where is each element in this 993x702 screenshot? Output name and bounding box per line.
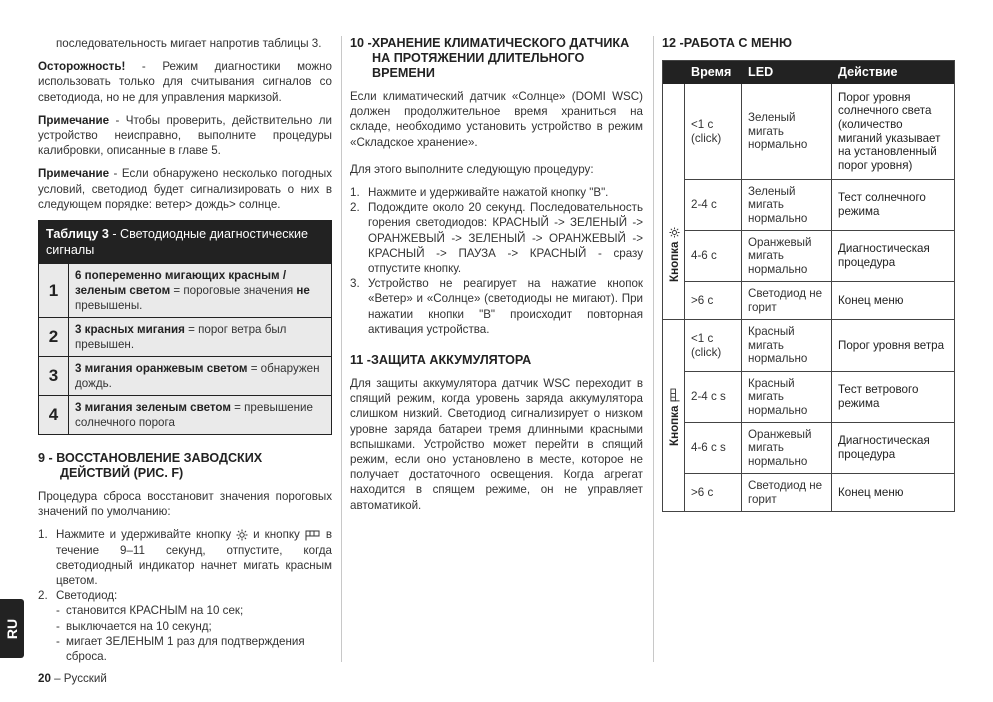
column-divider <box>653 36 654 662</box>
header-action: Действие <box>838 64 898 79</box>
column-middle <box>350 36 643 513</box>
cell-time: 2-4 с s <box>685 372 742 422</box>
cell-led: Зеленый мигать нормально <box>742 180 832 230</box>
cell-led: Светодиод не горит <box>742 282 832 319</box>
footer-language: – Русский <box>50 672 107 685</box>
section-title: 12 -РАБОТА С МЕНЮ <box>662 36 792 50</box>
group-label <box>663 320 685 511</box>
table-row <box>685 84 954 179</box>
cell-time: 4-6 с <box>685 231 742 281</box>
list-item: 3. Устройство не реагирует на нажатие кнопок «Ветер» и «Солнце» (светодиоды не мигают). При нажатии кнопки "В" происходит повторная активация устройства. <box>350 277 643 336</box>
menu-table <box>662 60 955 512</box>
cell-time: <1 с (click) <box>685 84 742 179</box>
section-title: 9 - ВОССТАНОВЛЕНИЕ ЗАВОДСКИХ ДЕЙСТВИЙ (РИС. F) <box>38 451 263 481</box>
row-text: 3 красных мигания = порог ветра был превышен. <box>75 323 287 352</box>
paragraph: Процедура сброса восстановит значения пороговых значений по умолчанию: <box>38 490 332 519</box>
note-paragraph: Примечание - Чтобы проверить, действительно ли устройство неисправно, выполните процедуры калибровки, описанные в главе 5. <box>38 113 332 158</box>
cell-action: Диагностическая процедура <box>838 434 930 461</box>
table-row <box>685 422 954 473</box>
group-label <box>663 84 685 319</box>
sun-icon <box>236 529 248 541</box>
cell-action: Тест солнечного режима <box>838 191 926 218</box>
row-number: 2 <box>39 318 69 356</box>
page-footer <box>38 672 107 685</box>
cell-action: Порог уровня солнечного света (количество миганий указывает на установленный порог уровня) <box>838 90 941 172</box>
paragraph: Для защиты аккумулятора датчик WSC переходит в спящий режим, когда уровень заряда аккумулятора слишком низкий. Светодиод сигнализирует о низком уровне заряда батареи тремя длинными красными вспышками. Устройство может перейти в спящий режим, если оно установлено в месте, которое не получает достаточного освещения. Когда агрегат находится в спящем режиме, он не управляет автоматикой. <box>350 377 643 512</box>
language-tab <box>0 599 24 658</box>
cell-time: >6 с <box>685 474 742 511</box>
table-row <box>39 356 331 395</box>
row-text: 6 попеременно мигающих красным / зеленым светом = пороговые значения не превышены. <box>75 269 310 313</box>
table-header: Таблицу 3 - Светодиодные диагностические сигналы <box>39 221 331 263</box>
cell-led: Зеленый мигать нормально <box>742 84 832 179</box>
row-number: 4 <box>39 396 69 434</box>
paragraph: Для этого выполните следующую процедуру: <box>350 162 594 176</box>
row-number: 1 <box>39 264 69 317</box>
list-item: 1. Нажмите и удерживайте нажатой кнопку "В". <box>350 186 609 200</box>
sub-list <box>38 603 332 664</box>
row-text: 3 мигания оранжевым светом = обнаружен дождь. <box>75 362 320 391</box>
sun-button-group <box>663 84 954 319</box>
page-number: 20 <box>38 672 51 685</box>
cell-time: 4-6 с s <box>685 423 742 473</box>
section-title: 10 -ХРАНЕНИЕ КЛИМАТИЧЕСКОГО ДАТЧИКА НА ПРОТЯЖЕНИИ ДЛИТЕЛЬНОГО ВРЕМЕНИ <box>350 36 630 80</box>
table-row <box>685 371 954 422</box>
table-header <box>663 61 954 84</box>
cell-led: Оранжевый мигать нормально <box>742 423 832 473</box>
table-row <box>39 263 331 317</box>
sun-icon <box>669 227 680 238</box>
list-item: 2. Подождите около 20 секунд. Последовательность горения светодиодов: КРАСНЫЙ -> ЗЕЛЕНЫЙ -> ОРАНЖЕВЫЙ -> ЗЕЛЕНЫЙ -> ОРАНЖЕВЫЙ -> КРАСНЫЙ -> ПАУЗА -> КРАСНЫЙ - сразу отпустите кнопку. <box>350 201 643 276</box>
cell-action: Тест ветрового режима <box>838 383 919 410</box>
column-right <box>662 36 955 512</box>
table-row <box>685 320 954 371</box>
cell-action: Конец меню <box>838 485 904 499</box>
cell-action: Порог уровня ветра <box>838 338 945 352</box>
row-text: 3 мигания зеленым светом = превышение солнечного порога <box>75 401 313 430</box>
paragraph: последовательность мигает напротив таблицы 3. <box>56 37 322 50</box>
cell-time: >6 с <box>685 282 742 319</box>
paragraph: Если климатический датчик «Солнце» (DOMI WSC) должен продолжительное время храниться на складе, необходимо установить устройство в режим «Складское хранение». <box>350 90 643 149</box>
list-item: - становится КРАСНЫМ на 10 сек; <box>56 603 332 618</box>
caution-paragraph: Осторожность! - Режим диагностики можно использовать только для считывания сигналов со светодиода, но не для управления маркизой. <box>38 60 332 104</box>
column-left <box>38 36 332 664</box>
row-number: 3 <box>39 357 69 395</box>
table-row <box>685 473 954 511</box>
table-row <box>39 395 331 434</box>
language-tab-label: RU <box>4 618 20 639</box>
diagnostic-table <box>38 220 332 435</box>
table-row <box>39 317 331 356</box>
cell-action: Конец меню <box>838 293 904 307</box>
list-item: 2. Светодиод: <box>38 589 118 603</box>
table-row <box>685 281 954 319</box>
header-time: Время <box>691 64 732 79</box>
list-item: 1. Нажмите и удерживайте кнопку и кнопку в течение 9–11 секунд, отпустите, когда светодиодный индикатор начнет мигать красным цветом. <box>38 528 332 588</box>
wind-button-group <box>663 319 954 511</box>
section-title: 11 -ЗАЩИТА АККУМУЛЯТОРА <box>350 353 532 368</box>
list-item: - мигает ЗЕЛЕНЫМ 1 раз для подтверждения сброса. <box>56 634 332 664</box>
group-label-text: Кнопка <box>667 241 681 282</box>
cell-time: 2-4 с <box>685 180 742 230</box>
note-paragraph: Примечание - Если обнаружено несколько погодных условий, светодиод будет сигнализировать о них в следующем порядке: ветер> дождь> солнце. <box>38 167 332 211</box>
table-row <box>685 179 954 230</box>
cell-led: Оранжевый мигать нормально <box>742 231 832 281</box>
column-divider <box>341 36 342 662</box>
cell-led: Красный мигать нормально <box>742 372 832 422</box>
wind-icon <box>669 387 679 402</box>
cell-led: Красный мигать нормально <box>742 320 832 371</box>
steps-list <box>350 185 643 337</box>
steps-list <box>38 527 332 603</box>
cell-time: <1 с (click) <box>685 320 742 371</box>
group-label-text: Кнопка <box>667 405 681 446</box>
table-row <box>685 230 954 281</box>
wind-icon <box>305 530 321 541</box>
header-led: LED <box>748 64 774 79</box>
cell-action: Диагностическая процедура <box>838 242 930 269</box>
cell-led: Светодиод не горит <box>742 474 832 511</box>
list-item: - выключается на 10 секунд; <box>56 619 332 634</box>
